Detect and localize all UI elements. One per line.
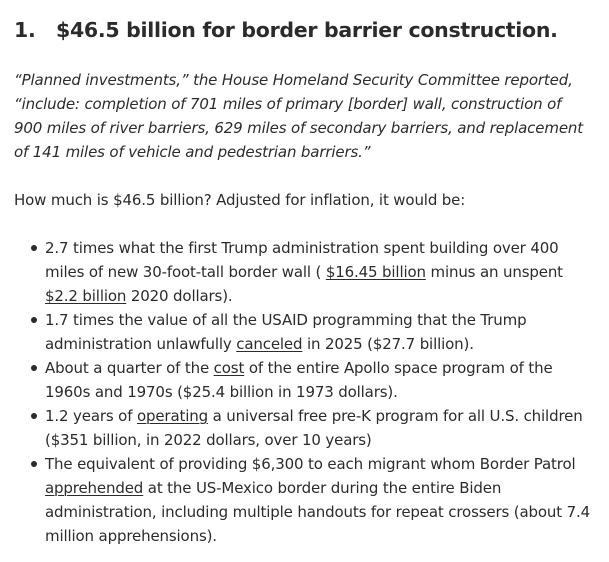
committee-quote [14,68,595,164]
list-item [14,308,595,356]
list-item-line: 1.7 times the value of all the USAID programming that the Trump [45,311,527,329]
list-item-text: About a quarter of the [45,359,214,377]
list-item [14,356,595,404]
bullet-dot-icon [31,461,37,467]
intro-paragraph: How much is $46.5 billion? Adjusted for inflation, it would be: [14,191,466,209]
list-item-text: of the entire Apollo space program of the [244,359,553,377]
link-2-2-billion[interactable]: $2.2 billion [45,287,127,305]
list-item-line [45,404,595,428]
bullet-dot-icon [31,365,37,371]
quote-line: of 141 miles of vehicle and pedestrian barriers.” [14,143,371,161]
bullet-dot-icon [31,413,37,419]
list-item-line: million apprehensions). [45,527,217,545]
quote-line: 900 miles of river barriers, 629 miles of secondary barriers, and replacement [14,119,583,137]
link-16-45-billion[interactable]: $16.45 billion [325,263,426,281]
list-item [14,404,595,452]
comparison-list [14,236,595,548]
list-item [14,236,595,308]
section-number: 1. [14,18,36,42]
section-title: $46.5 billion for border barrier construction. [56,18,558,42]
list-item-text: 2020 dollars). [126,287,233,305]
list-item-text: at the US-Mexico border during the entire Biden [143,479,502,497]
quote-line: “Planned investments,” the House Homeland Security Committee reported, [14,71,573,89]
list-item-line: 2.7 times what the first Trump administration spent building over 400 [45,239,559,257]
list-item-line: 1960s and 1970s ($25.4 billion in 1973 dollars). [45,383,398,401]
bullet-dot-icon [31,317,37,323]
link-operating[interactable]: operating [136,407,208,425]
list-item-line [45,356,595,380]
list-item-text: a universal free pre-K program for all U.S. children [207,407,583,425]
list-item-line [45,332,595,356]
list-item-line [45,260,595,284]
list-item-text: 1.2 years of [45,407,137,425]
link-apprehended[interactable]: apprehended [45,479,144,497]
list-item-text: administration unlawfully [45,335,237,353]
list-item-line [45,284,595,308]
quote-line: “include: completion of 701 miles of primary [border] wall, construction of [14,95,562,113]
link-canceled[interactable]: canceled [236,335,303,353]
bullet-dot-icon [31,245,37,251]
list-item-text: miles of new 30-foot-tall border wall ( [45,263,326,281]
list-item-text: in 2025 ($27.7 billion). [302,335,474,353]
list-item-line: administration, including multiple handouts for repeat crossers (about 7.4 [45,503,591,521]
list-item-line: ($351 billion, in 2022 dollars, over 10 years) [45,431,372,449]
section-heading [14,0,595,44]
list-item [14,452,595,548]
list-item-line [45,476,595,500]
list-item-line: The equivalent of providing $6,300 to each migrant whom Border Patrol [45,455,576,473]
link-cost[interactable]: cost [213,359,245,377]
list-item-text: minus an unspent [425,263,563,281]
